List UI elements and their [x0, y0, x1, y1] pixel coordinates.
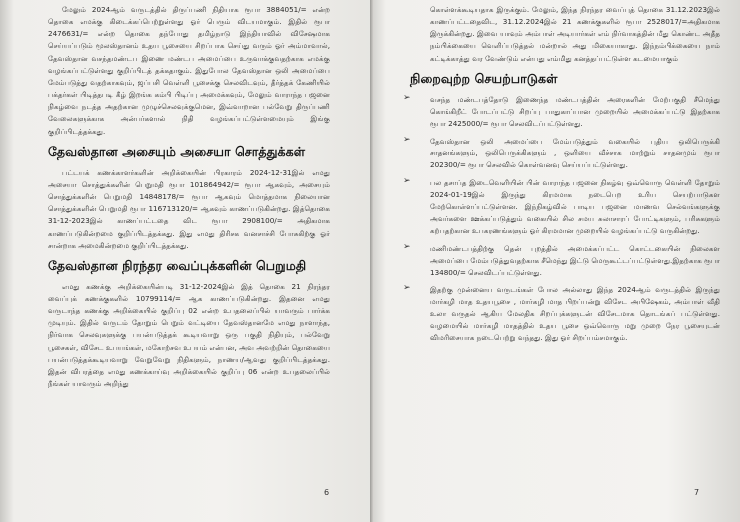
section-title-fixed-deposits: தேவஸ்தான நிரந்தர வைப்புக்களின் பெறுமதி — [48, 257, 307, 273]
list-item-text: தேவஸ்தான ஒலி அமைப்பை மேம்படுத்தும் வகையில் புதிய ஒலிபெருக்கி சாதனங்களும், ஒலிபெருக்கிகளும் , ஒளியை வீச்சாக மாற்றும் சாதனமும் ரூபா 202300/= ரூபா செலவில் கொள்வனவு செய்யப்பட்டுள்ளது. — [430, 136, 720, 170]
arrow-bullet-icon: ➢ — [403, 241, 411, 252]
right-page — [374, 0, 740, 522]
intro-paragraph: மேலும் 2024ஆம் வருடத்தில் திருப்பணி நிதியாக ரூபா 3884051/= என்ற தொகை எமக்கு கிடைக்கப்பெற்றுள்ளது ஓர் பெரும் விடயமாகும். இதில் ரூபா 2476631/= என்ற தொகை தந்போது தமிழ்நாடு இந்தியாவில் விசேஷமாக செய்யப்படும் மூலஸ்தானம் உதய பூசையை சிறப்பாக செய்து வரும் ஓர் அம்மாவால், தேவஸ்தான வசந்தமண்டப இணை மண்டப அமைப்பை உருவாக்குவதற்காக எமக்கு வழங்கப்பட்டுள்ளது குறிப்பிடத் தக்கதாகும். இதுபோல தேவஸ்தான ஒலி அமைப்பை மேம்படுத்து வதற்காகவும், ஜப்பசி வெள்ளி பூசைக்கு செலவிடவும், தீர்த்தக் கேணியில் பக்தர்கள் பிடித்தபடி கீழ் இறங்க கம்பி பிடிப்பு அமைக்கவும், மேலும் வாராந்த பஜனை நிகழ்வை நடத்த அதற்கான முழுச்செலவுக்குமென, இவ்வாறான பல்வேறு திருப்பணி வேலைகளுக்காக அன்பர்களால் நிதி வழங்கப்பட்டுள்ளமையும் இங்கு குறிப்பிடத்தக்கது. — [48, 5, 330, 136]
list-item — [396, 243, 720, 279]
arrow-bullet-icon: ➢ — [403, 134, 411, 145]
arrow-bullet-icon: ➢ — [403, 176, 411, 187]
continuation-paragraph: கொள்ளக்கூடியதாக இருக்கும். மேலும், இந்த நிரந்தர வைப்புத் தொகை 31.12.2023இல் காணப்பட்டதைவிட, 31.12.2024இல் 21 கணக்குகளில் ரூபா 2528017/=அதிகமாக இருக்கின்றது. இவை யாவும் அம்பாள் அடியார்கள் எம் நிர்வாகத்தின் மீது கொண்ட அதீத நம்பிக்கையை வெளிப்படுத்தல் மன்றால் அது மிகையாகாது. இந்நம்பிக்கையை நாம் கட்டிக்காத்து வர வேண்டும் என்பது எம்மிது கனத்தப்பட்டுள்ள கடமையாகும் — [430, 5, 720, 63]
list-item — [396, 284, 720, 344]
arrow-bullet-icon: ➢ — [403, 283, 411, 294]
arrow-bullet-icon: ➢ — [403, 92, 411, 103]
fixed-deposits-paragraph: எமது கணக்கு அறிக்கையின்படி 31-12-2024இல் இத் தொகை 21 நிரந்தர வைப்புக் கணக்குகளில் 10799114/= ஆக காணப்படுகின்றது. இதனை எமது வருடாந்த கணக்கு அறிக்கையில் குறிப்பு 02 என்ற உபதலைப்பில் யாவரும் பார்க்க முடியும். இதில் வருடம் தோறும் பெறும் வட்டியை தேவஸ்தானமே எமது நாளாந்த, நிர்வாக செலவுகளுக்கு பயன்படுத்தக் கூடியவாறு ஒரு பகுதி நிதியும், பல்வேறு பூசைகள், விசேட உபயங்கள், மகோற்சவ உபயம் என்பன, அவ அவற்றின் தொகையை பயன்படுத்தக்கூடியவாறு வேறுவேறு நிதிகளும், நாணய/ஆவது குறிப்பிடத்தக்கது. இதன் விபரத்தை எமது கணக்காய்வு அறிக்கையில் குறிப்பு 06 என்ற உபதலைப்பில் நீங்கள் யாவரும் அறிந்து — [48, 281, 330, 389]
section-title-completed-activities: நிறைவுற்ற செயற்பாடுகள் — [410, 70, 558, 86]
page-number-left: 6 — [324, 488, 330, 497]
list-item-text: இதற்கு முன்னைய வருடங்கள் போல அல்லாது இந்த 2024ஆம் வருடத்தில் இருந்து மார்கழி மாத உதயபூசை , மார்கழி மாத பிறப்பன்று விசேட அபிஷேகம், அம்பாள் வீதி உலா வருதல் ஆகிய மேலதிக சிறப்புக்களுடன் விசேடமாக தொடங்கப் பட்டுள்ளது. வழமையில் மார்கழி மாதத்தில் உதய பூசை ஒவ்வொரு மறு முறை நேர பூசையுடன் விமரிசையாக நடைபெற்று வந்தது. இது ஓர் சிறப்பம்சமாகும். — [430, 285, 720, 343]
list-item — [396, 136, 720, 172]
section-title-assets: தேவஸ்தான அசையும் அசையா சொத்துக்கள் — [48, 143, 306, 159]
list-item — [396, 94, 720, 130]
list-item-text: பல தசாப்த இடைவெளியின் பின் வாராந்த பஜனை நிகழ்வு ஒவ்வொரு வெள்ளி தோறும் 2024-01-19இல் இருந்து கிரமமாக நடைபெற உரிய செயற்பாடுகள மேற்கொள்ளப்பட்டுள்ளன. இந்நிகழ்வில் பாடிய பஜனை மாணவ செல்வங்களுக்கு அவர்களை ஊக்கப்படுத்தும் வகையில் சில சமய சுலாசாரப் போட்டிகளும், பரிசுகளும் கற்பதற்கான உபகரணங்களும் ஓர் கிரமமான முறையில் வழங்கப்பட்டு வருகின்றது. — [430, 178, 720, 235]
list-item-text: மணிமண்டபத்திற்கு தென் புறத்தில் அமைக்கப்பட்ட கொட்டகையின் நிலைகள அமைப்பை மேம்படுத்துவதற்காக சீமெந்து இட்டு மெருகூட்டப்பட்டுள்ளது.இதற்காக ரூபா 134800/= செலவிடப்பட்டுள்ளது. — [430, 243, 720, 277]
list-item — [396, 177, 720, 237]
assets-paragraph: பட்டயக் கணக்காளர்களின் அறிக்கையின் பிரகாரம் 2024-12-31இல் எமது அசையா சொத்துக்களின் பெறுமதி ரூபா 101864942/= ரூபா ஆகவும், அசையும் சொத்துக்களின் பெறுமதி 14848178/= ரூபா ஆகவும் மொத்தமாக நிலையான சொத்துக்களின் பெறுமதி ரூபா 116713120/= ஆகவும் காணப்படுகின்றது. இத்தொகை 31-12-2023இல் காணப்பட்டதை விட ரூபா 2908100/= அதிகமாக காணப்படுகின்றமை குறிப்பிடத்தக்கது. இது எமது திரிசக வனசாச்சி போசுகிற்கு ஓர் சான்றாக அமைகின்றமை குறிப்பிடத்தக்கது. — [48, 167, 330, 250]
list-item-text: வசந்த மண்டபத்தோடு இணைந்த மண்டபத்தின் அரைகளின் மேற்பகுதி சீமெந்து கொங்கிறீட் போடப்பட்டு சிறப்பு பாதுகாப்பான முறையில் அமைக்கப்பட்டு இதற்காக ரூபா 2425000/= ரூபா செலவிடப்பட்டுள்ளது. — [430, 94, 720, 128]
page-number-right: 7 — [694, 488, 700, 497]
completed-activities-list — [396, 94, 720, 344]
